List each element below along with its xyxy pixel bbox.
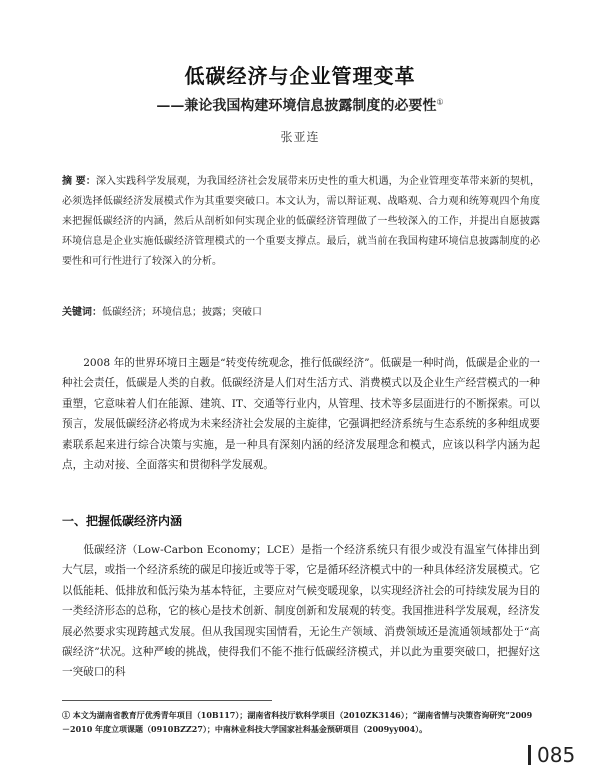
keywords-text: 低碳经济；环境信息；披露；突破口 — [102, 307, 262, 318]
section-heading: 一、把握低碳经济内涵 — [62, 514, 183, 528]
footnote: ① 本文为湖南省教育厅优秀青年项目（10B117）；湖南省科技厅软科学项目（2010ZK3146）；“湖南省情与决策咨询研究”2009－2010 年度立项课题（0910BZZ27）；中南林业科技大学国家社科基金预研项目（2009yy004）。 — [62, 710, 533, 734]
abstract-text: 深入实践科学发展观，为我国经济社会发展带来历史性的重大机遇，为企业管理变革带来新的契机，必须选择低碳经济发展模式作为其重要突破口。本文认为，需以辩证观、战略观、合力观和统筹观四个角度来把握低碳经济的内涵，然后从剖析如何实现企业的低碳经济管理做了一些较深入的工作，并提出自愿披露环境信息是企业实施低碳经济管理模式的一个重要支撑点。最后，就当前在我国构建环境信息披露制度的必要性和可行性进行了较深入的分析。 — [62, 176, 541, 267]
author-name: 张亚连 — [280, 130, 320, 144]
keywords-label: 关键词： — [62, 307, 102, 318]
paper-title: 低碳经济与企业管理变革 — [184, 64, 416, 88]
page-number: 085 — [528, 745, 600, 765]
body-paragraph-2: 低碳经济（Low-Carbon Economy；LCE）是指一个经济系统只有很少或没有温室气体排出到大气层，或指一个经济系统的碳足印接近或等于零，它是循环经济模式中的一种具体经济发展模式。它以低能耗、低排放和低污染为基本特征，主要应对气候变暖现象，以实现经济社会的可持续发展为目的一类经济形态的总称，它的核心是技术创新、制度创新和发展观的转变。我国推进科学发展观，经济发展必然要求实现跨越式发展。但从我国现实国情看，无论生产领域、消费领域还是流通领域都处于“高碳经济”状况。这种严峻的挑战，使得我们不能不推行低碳经济模式，并以此为重要突破口，把握好这一突破口的科 — [62, 544, 540, 679]
subtitle-text: ——兼论我国构建环境信息披露制度的必要性 — [156, 98, 437, 114]
abstract — [62, 172, 540, 272]
paper-subtitle — [0, 95, 600, 115]
keywords — [62, 303, 540, 323]
footnote-divider — [62, 700, 272, 701]
footnote-marker: ① — [436, 97, 444, 107]
abstract-label: 摘 要： — [62, 176, 96, 187]
body-paragraph-1: 2008 年的世界环境日主题是“转变传统观念，推行低碳经济”。低碳是一种时尚，低碳是企业的一种社会责任，低碳是人类的自救。低碳经济是人们对生活方式、消费模式以及企业生产经营模式的一种重塑，它意味着人们在能源、建筑、IT、交通等行业内，从管理、技术等多层面进行的不断探索。可以预言，发展低碳经济必将成为未来经济社会发展的主旋律，它强调把经济系统与生态系统的多种组成要素联系起来进行综合决策与实施，是一种具有深刻内涵的经济发展理念和模式，应该以科学内涵为起点，主动对接、全面落实和贯彻科学发展观。 — [62, 357, 540, 472]
